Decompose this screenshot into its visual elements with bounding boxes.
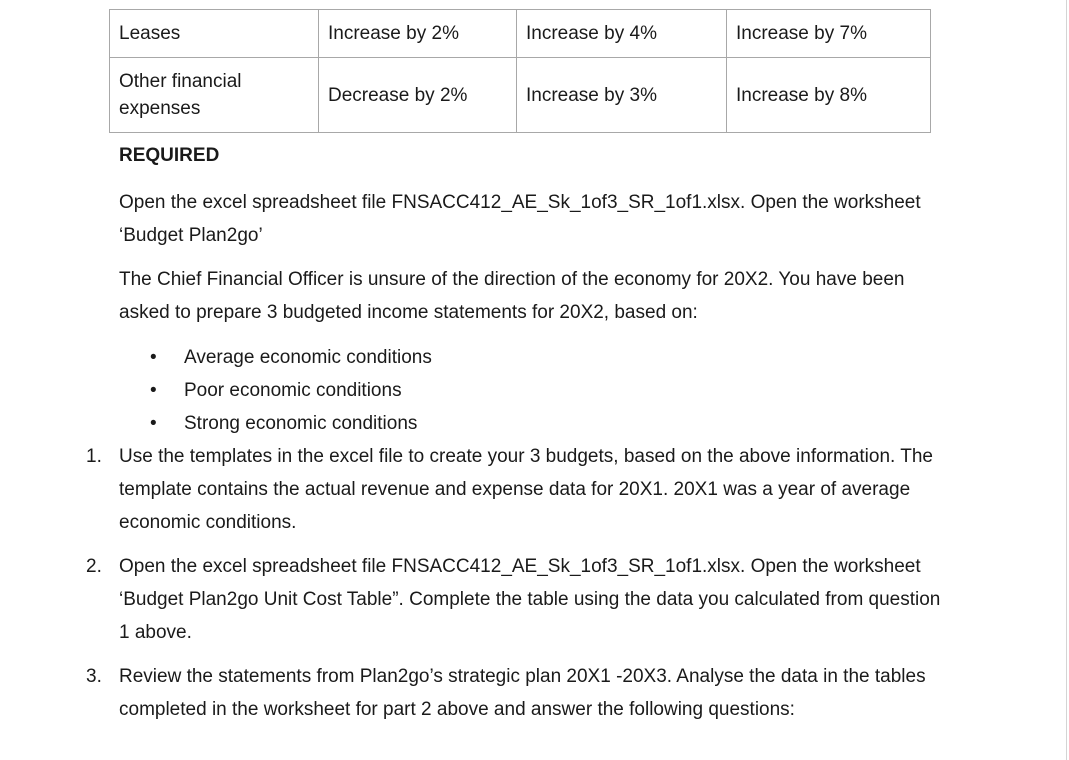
table-cell: Increase by 4% xyxy=(517,10,727,58)
list-item-label: Strong economic conditions xyxy=(184,413,418,434)
bullet-icon: • xyxy=(150,413,157,434)
table-row xyxy=(110,10,931,58)
question-number: 2. xyxy=(86,556,102,577)
intro-paragraph: Open the excel spreadsheet file FNSACC412_AE_Sk_1of3_SR_1of1.xlsx. Open the worksheet ‘Budget Plan2go’ xyxy=(119,192,921,246)
bullet-icon: • xyxy=(150,347,157,368)
table-cell: Leases xyxy=(110,10,319,58)
list-item-label: Average economic conditions xyxy=(184,347,432,368)
table-cell: Increase by 8% xyxy=(727,58,931,133)
bullet-icon: • xyxy=(150,380,157,401)
list-item xyxy=(119,374,432,407)
table-cell: Increase by 2% xyxy=(319,10,517,58)
page-edge-divider xyxy=(1066,0,1067,760)
table-cell: Decrease by 2% xyxy=(319,58,517,133)
table-cell: Increase by 7% xyxy=(727,10,931,58)
economic-conditions-table xyxy=(109,9,931,133)
economic-conditions-list xyxy=(119,341,432,440)
list-item xyxy=(119,407,432,440)
table-cell: Other financial expenses xyxy=(110,58,319,133)
question-number: 1. xyxy=(86,446,102,467)
context-paragraph: The Chief Financial Officer is unsure of the direction of the economy for 20X2. You have been asked to prepare 3 budgeted income statements for 20X2, based on: xyxy=(119,269,905,323)
table-cell: Increase by 3% xyxy=(517,58,727,133)
question-text: Open the excel spreadsheet file FNSACC412_AE_Sk_1of3_SR_1of1.xlsx. Open the worksheet ‘Budget Plan2go Unit Cost Table”. Complete the table using the data you calculated from question 1 above. xyxy=(119,556,941,643)
question-text: Use the templates in the excel file to create your 3 budgets, based on the above information. The template contains the actual revenue and expense data for 20X1. 20X1 was a year of average economic conditions. xyxy=(119,446,933,533)
list-item-label: Poor economic conditions xyxy=(184,380,402,401)
question-number: 3. xyxy=(86,666,102,687)
question-text: Review the statements from Plan2go’s strategic plan 20X1 -20X3. Analyse the data in the tables completed in the worksheet for part 2 above and answer the following questions: xyxy=(119,666,926,720)
list-item xyxy=(119,341,432,374)
table-row xyxy=(110,58,931,133)
required-heading: REQUIRED xyxy=(119,145,220,166)
